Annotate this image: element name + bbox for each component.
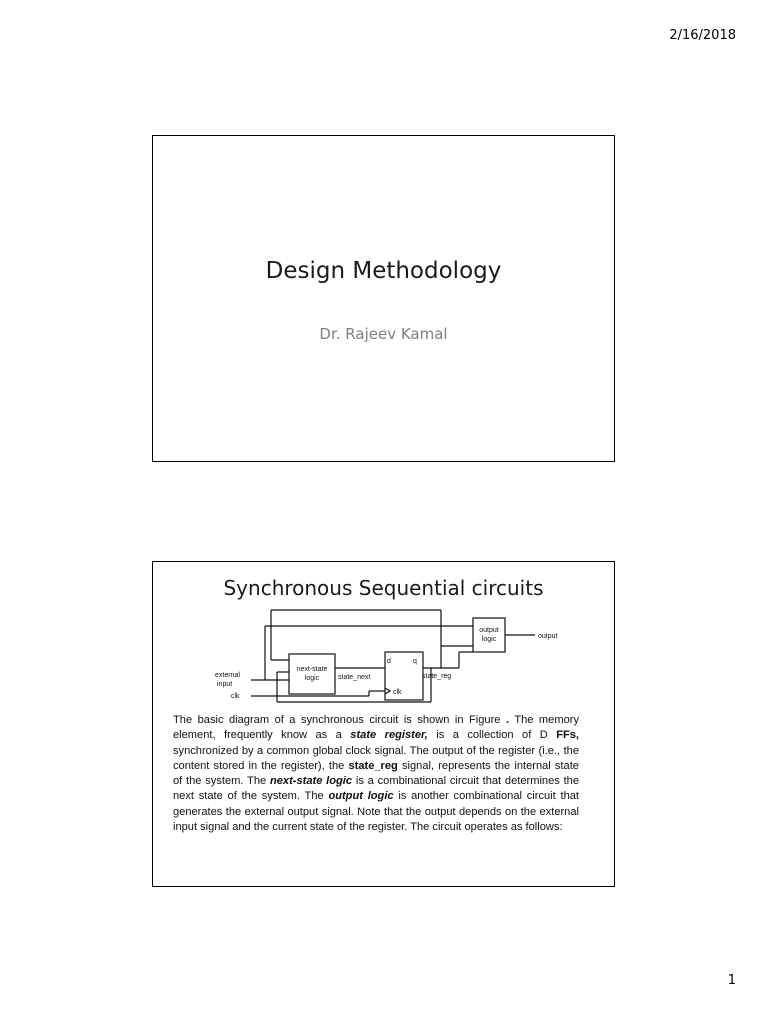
label-state-reg: state_reg (422, 673, 452, 680)
slide-body-text (173, 713, 579, 835)
body-run: synchronized by a common global clock signal. The output of the register (i.e., the content stored in the register), the (173, 744, 579, 772)
body-run: . (505, 714, 510, 726)
output-logic-block (473, 618, 505, 652)
label-clk-input: clk (231, 693, 240, 700)
body-run: output logic (328, 790, 394, 803)
label-q: q (413, 658, 417, 665)
body-run: next-state logic (269, 775, 353, 788)
label-next-state-1: next-state (296, 666, 328, 673)
page-number: 1 (727, 973, 736, 988)
body-run: is a combinational circuit that determines the next state of the system. The (173, 775, 580, 803)
label-external-2: input (217, 681, 233, 688)
next-state-logic-block (289, 654, 335, 694)
label-external-1: external (215, 672, 240, 679)
body-run: The basic diagram of a synchronous circuit is shown in Figure (173, 714, 506, 726)
body-run: state register, (350, 729, 428, 742)
label-d: d (387, 658, 391, 665)
slide-title: Design Methodology (265, 258, 502, 284)
label-next-state-2: logic (304, 675, 320, 682)
body-run: state_reg (348, 759, 398, 772)
page-date: 2/16/2018 (669, 28, 736, 43)
slide-heading: Synchronous Sequential circuits (223, 576, 544, 600)
slide-synchronous-circuits (152, 561, 615, 887)
label-output: output (538, 633, 558, 640)
body-run: signal, represents the internal state of the system. The (173, 759, 579, 788)
body-run: is another combinational circuit that generates the external output signal. Note that the output depends on the external input signal and the current state of the register. The circuit operates as follows: (173, 790, 579, 834)
label-output-logic-2: logic (481, 636, 497, 643)
slide-author: Dr. Rajeev Kamal (319, 325, 448, 343)
body-run: The memory element, frequently know as a (173, 714, 579, 742)
body-run: is a collection of D (427, 729, 557, 742)
slide-title-card (152, 135, 615, 462)
label-state-next: state_next (338, 674, 371, 681)
label-output-logic-1: output (479, 627, 499, 634)
body-run: FFs, (556, 729, 579, 742)
label-clk-ff: clk (393, 689, 402, 696)
block-diagram (201, 608, 571, 708)
